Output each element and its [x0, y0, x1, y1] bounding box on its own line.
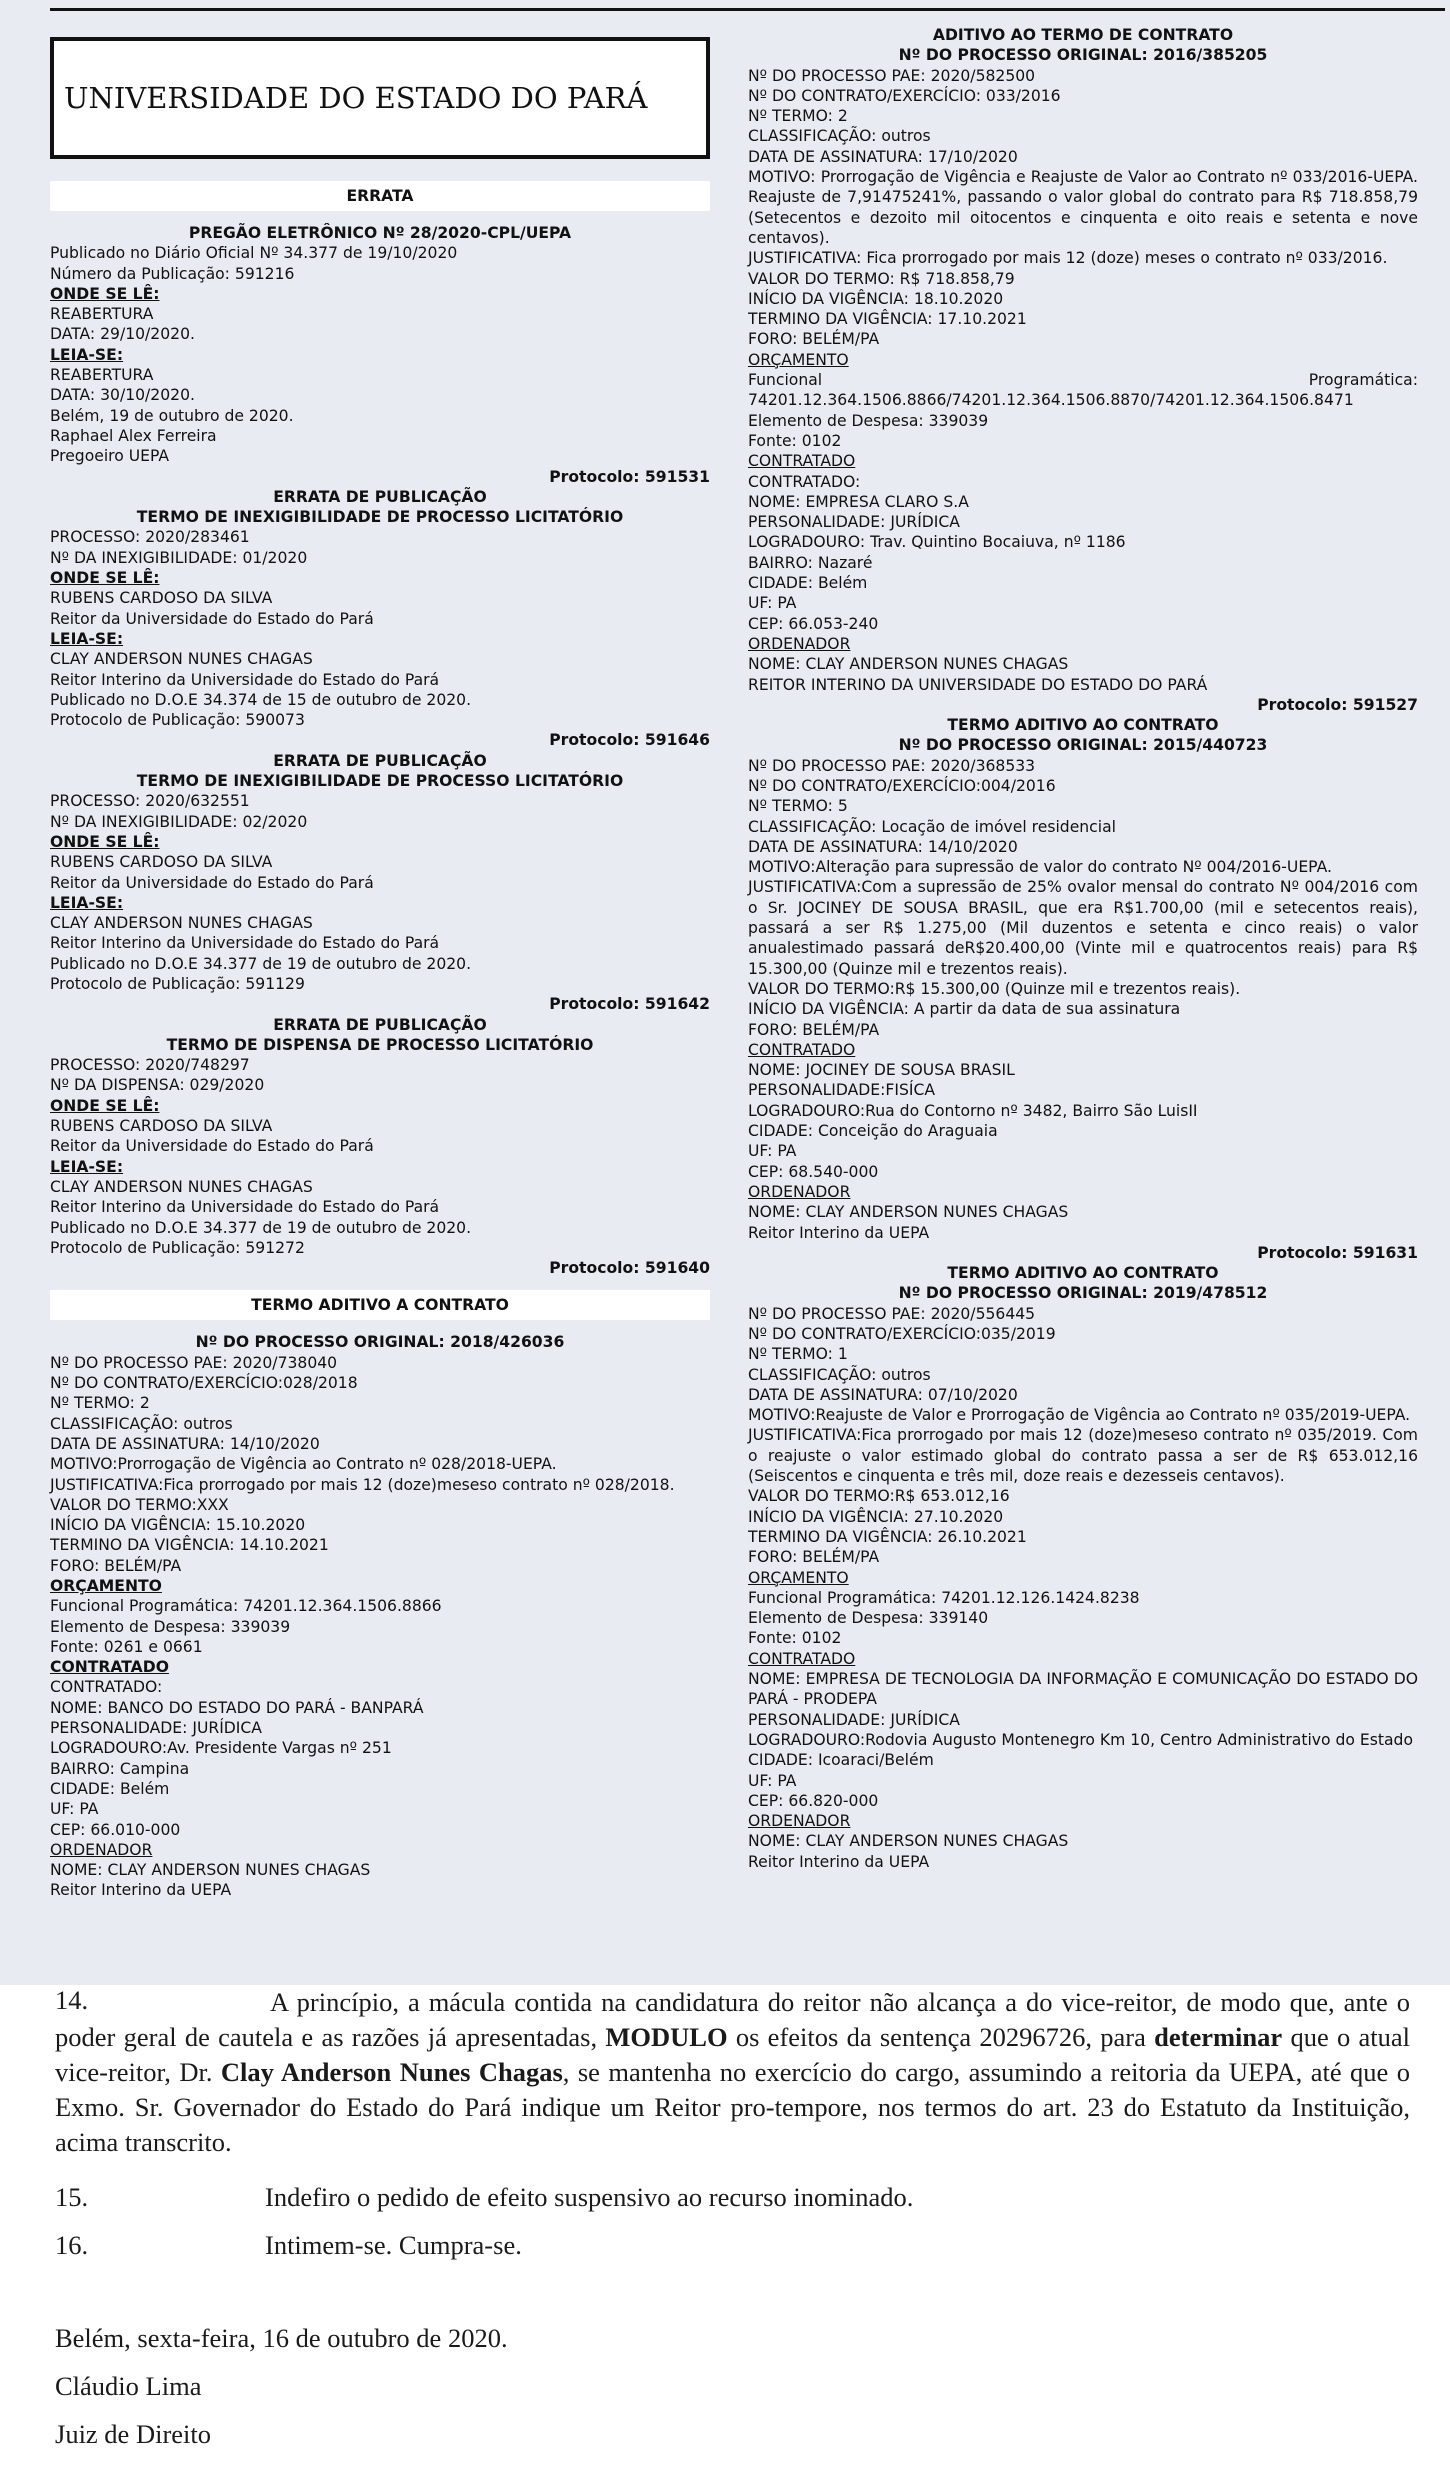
text-paragraph: NOME: EMPRESA DE TECNOLOGIA DA INFORMAÇÃO E COMUNICAÇÃO DO ESTADO DO PARÁ - PRODEPA	[748, 1670, 1418, 1709]
top-rule	[50, 8, 1445, 11]
text-line: CEP: 68.540-000	[748, 1162, 879, 1181]
field-label: LEIA-SE:	[50, 1157, 124, 1176]
text-line: Pregoeiro UEPA	[50, 447, 170, 466]
text-line: Fonte: 0102	[748, 1629, 842, 1648]
text-line: PROCESSO: 2020/632551	[50, 792, 250, 811]
text-line: Nº DO CONTRATO/EXERCÍCIO:004/2016	[748, 776, 1056, 795]
text-line: Elemento de Despesa: 339039	[748, 411, 989, 430]
text-line: Reitor Interino da Universidade do Estado do Pará	[50, 1198, 440, 1217]
text-line: PERSONALIDADE: JURÍDICA	[50, 1719, 262, 1738]
field-label: LEIA-SE:	[50, 345, 124, 364]
text-line: BAIRRO: Nazaré	[748, 553, 873, 572]
text-line: DATA: 30/10/2020.	[50, 386, 195, 405]
section-heading: ADITIVO AO TERMO DE CONTRATO	[932, 26, 1234, 44]
text-line: CIDADE: Belém	[748, 574, 868, 593]
section-heading: Nº DO PROCESSO ORIGINAL: 2019/478512	[898, 1284, 1268, 1303]
section-heading: TERMO DE DISPENSA DE PROCESSO LICITATÓRIO	[166, 1035, 594, 1054]
text-paragraph: JUSTIFICATIVA:Com a supressão de 25% ovalor mensal do contrato Nº 004/2016 com o Sr. JOCINEY DE SOUSA BRASIL, que era R$1.700,00 (mil e setecentos reais), passará a ser R$ 1.275,00 (Mil duzentos e setenta e cinco reais) o valor anualestimado passará deR$20.400,00 (Vinte mil e quatrocentos reais) para R$ 15.300,00 (Quinze mil e trezentos reais).	[748, 878, 1418, 978]
field-label: ORDENADOR	[748, 1182, 851, 1201]
protocol-number: Protocolo: 591642	[549, 995, 710, 1014]
spacer	[50, 1324, 710, 1332]
text-line: Nº DO CONTRATO/EXERCÍCIO:028/2018	[50, 1374, 358, 1393]
text-line: VALOR DO TERMO:R$ 653.012,16	[748, 1487, 1010, 1506]
text-line: LOGRADOURO: Trav. Quintino Bocaiuva, nº 1186	[748, 533, 1126, 552]
text-line: Nº DO PROCESSO PAE: 2020/368533	[748, 756, 1036, 775]
field-label: ORDENADOR	[748, 634, 851, 653]
text-line: Funcional Programática: 74201.12.126.1424.8238	[748, 1588, 1140, 1607]
text-paragraph: MOTIVO: Prorrogação de Vigência e Reajuste de Valor ao Contrato nº 033/2016-UEPA. Reajuste de 7,91475241%, passando o valor global do contrato para R$ 718.858,79 (Setecentos e dezoito mil oitocentos e cinquenta e oito reais e setenta e nove centavos).	[748, 168, 1418, 247]
text-line: DATA DE ASSINATURA: 17/10/2020	[748, 147, 1018, 166]
field-label: ORDENADOR	[748, 1812, 851, 1831]
text-line: INÍCIO DA VIGÊNCIA: 27.10.2020	[748, 1507, 1004, 1526]
field-label: LEIA-SE:	[50, 893, 124, 912]
field-label: ORDENADOR	[50, 1840, 153, 1859]
text-line: CLASSIFICAÇÃO: outros	[748, 127, 931, 146]
text-line: Reitor da Universidade do Estado do Pará	[50, 1137, 374, 1156]
section-heading: TERMO DE INEXIGIBILIDADE DE PROCESSO LICITATÓRIO	[136, 772, 624, 791]
text-line: Reitor Interino da UEPA	[50, 1881, 232, 1900]
text-line: UF: PA	[748, 1771, 797, 1790]
section-heading: TERMO ADITIVO AO CONTRATO	[947, 1264, 1219, 1283]
section-heading: ERRATA DE PUBLICAÇÃO	[273, 487, 487, 506]
text-line: UF: PA	[748, 1142, 797, 1161]
text-line: Nº DO CONTRATO/EXERCÍCIO:035/2019	[748, 1325, 1056, 1343]
university-title-box: UNIVERSIDADE DO ESTADO DO PARÁ	[50, 37, 710, 159]
text-line: DATA DE ASSINATURA: 14/10/2020	[748, 837, 1018, 856]
text-line: Elemento de Despesa: 339039	[50, 1617, 291, 1636]
text-line: Nº DA INEXIGIBILIDADE: 02/2020	[50, 812, 308, 831]
text-line: CEP: 66.010-000	[50, 1820, 181, 1839]
text-line: Nº TERMO: 5	[748, 797, 848, 816]
text-line: PERSONALIDADE: JURÍDICA	[748, 1710, 960, 1729]
text-line: CLAY ANDERSON NUNES CHAGAS	[50, 914, 313, 933]
text-line: CLASSIFICAÇÃO: outros	[50, 1414, 233, 1433]
text-line: FORO: BELÉM/PA	[748, 1548, 880, 1567]
text-line: PROCESSO: 2020/283461	[50, 528, 250, 547]
text-line: DATA DE ASSINATURA: 07/10/2020	[748, 1385, 1018, 1404]
section-banner: ERRATA	[50, 181, 710, 211]
right-column	[748, 25, 1418, 1872]
text-line: BAIRRO: Campina	[50, 1759, 190, 1778]
text-line: Nº DA DISPENSA: 029/2020	[50, 1076, 265, 1095]
text-line: NOME: CLAY ANDERSON NUNES CHAGAS	[748, 1203, 1069, 1222]
text-line: DATA: 29/10/2020.	[50, 325, 195, 344]
text-paragraph: LOGRADOURO:Rodovia Augusto Montenegro Km 10, Centro Administrativo do Estado	[748, 1730, 1413, 1749]
section-heading: ERRATA DE PUBLICAÇÃO	[273, 1015, 487, 1034]
text-line: CEP: 66.053-240	[748, 614, 879, 633]
text-line: MOTIVO:Alteração para supressão de valor do contrato Nº 004/2016-UEPA.	[748, 858, 1332, 877]
text-line: TERMINO DA VIGÊNCIA: 17.10.2021	[748, 310, 1027, 329]
text-line: Reitor da Universidade do Estado do Pará	[50, 873, 374, 892]
text-line: TERMINO DA VIGÊNCIA: 26.10.2021	[748, 1527, 1027, 1546]
text-line: Reitor Interino da Universidade do Estado do Pará	[50, 670, 440, 689]
text-line: PERSONALIDADE: JURÍDICA	[748, 513, 960, 532]
text-line: NOME: JOCINEY DE SOUSA BRASIL	[748, 1061, 1015, 1080]
spacer	[50, 1278, 710, 1286]
section-banner: TERMO ADITIVO A CONTRATO	[50, 1290, 710, 1320]
text-line: CLAY ANDERSON NUNES CHAGAS	[50, 1177, 313, 1196]
section-heading: TERMO DE INEXIGIBILIDADE DE PROCESSO LICITATÓRIO	[136, 508, 624, 527]
text-line: Nº DO PROCESSO PAE: 2020/556445	[748, 1304, 1036, 1323]
text-line: Nº DO CONTRATO/EXERCÍCIO: 033/2016	[748, 86, 1061, 105]
text-line: Fonte: 0261 e 0661	[50, 1637, 203, 1656]
text-line: DATA DE ASSINATURA: 14/10/2020	[50, 1434, 320, 1453]
text-line: RUBENS CARDOSO DA SILVA	[50, 1117, 273, 1136]
text-line: NOME: CLAY ANDERSON NUNES CHAGAS	[50, 1861, 371, 1880]
protocol-number: Protocolo: 591531	[549, 467, 710, 486]
field-label: CONTRATADO	[50, 1658, 169, 1677]
text-line: VALOR DO TERMO: R$ 718.858,79	[748, 269, 1015, 288]
text-line: UF: PA	[50, 1800, 99, 1819]
field-label: ORÇAMENTO	[748, 350, 849, 369]
text-line: CLASSIFICAÇÃO: outros	[748, 1365, 931, 1384]
text-line: CONTRATADO:	[748, 472, 861, 491]
judge-role: Juiz de Direito	[55, 2419, 212, 2449]
item-15-text: Indefiro o pedido de efeito suspensivo ao recurso inominado.	[265, 2182, 914, 2212]
section-heading: PREGÃO ELETRÔNICO Nº 28/2020-CPL/UEPA	[188, 224, 572, 242]
field-label: ONDE SE LÊ:	[50, 832, 160, 851]
text-line: CONTRATADO:	[50, 1678, 163, 1697]
item-14-text: A princípio, a mácula contida na candidatura do reitor não alcança a do vice-reitor, de modo que, ante o poder geral de cautela e as razões já apresentadas, MODULO os efeitos da sentença 20296726, para determinar que o atual vice-reitor, Dr. Clay Anderson Nunes Chagas, se mantenha no exercício do cargo, assumindo a reitoria da UEPA, até que o Exmo. Sr. Governador do Estado do Pará indique um Reitor pro-tempore, nos termos do art. 23 do Estatuto da Instituição, acima transcrito.	[55, 1987, 1410, 2157]
text-line: INÍCIO DA VIGÊNCIA: 18.10.2020	[748, 289, 1004, 308]
text-line: INÍCIO DA VIGÊNCIA: A partir da data de sua assinatura	[748, 1000, 1181, 1019]
text-line: UF: PA	[748, 594, 797, 613]
decision-date: Belém, sexta-feira, 16 de outubro de 2020.	[55, 2323, 508, 2353]
field-label: CONTRATADO	[748, 1040, 856, 1059]
protocol-number: Protocolo: 591646	[549, 731, 710, 750]
text-paragraph: JUSTIFICATIVA: Fica prorrogado por mais 12 (doze) meses o contrato nº 033/2016.	[748, 249, 1388, 268]
text-line: REABERTURA	[50, 366, 154, 385]
text-line: REITOR INTERINO DA UNIVERSIDADE DO ESTADO DO PARÁ	[748, 675, 1208, 694]
text-line: Publicado no D.O.E 34.377 de 19 de outubro de 2020.	[50, 954, 472, 973]
text-line: Nº TERMO: 2	[50, 1394, 150, 1413]
text-line: Elemento de Despesa: 339140	[748, 1609, 989, 1628]
section-heading: Nº DO PROCESSO ORIGINAL: 2018/426036	[195, 1333, 565, 1352]
text-line: Protocolo de Publicação: 591272	[50, 1238, 305, 1257]
text-line: VALOR DO TERMO:XXX	[50, 1495, 229, 1514]
text-line: FORO: BELÉM/PA	[748, 1020, 880, 1039]
text-line: CIDADE: Icoaraci/Belém	[748, 1751, 934, 1770]
text-line: LOGRADOURO:Rua do Contorno nº 3482, Bairro São LuisII	[748, 1101, 1198, 1120]
text-line: PERSONALIDADE:FISÍCA	[748, 1081, 936, 1100]
field-label: LEIA-SE:	[50, 629, 124, 648]
section-heading: Nº DO PROCESSO ORIGINAL: 2015/440723	[898, 736, 1268, 755]
text-line: Reitor Interino da Universidade do Estado do Pará	[50, 934, 440, 953]
text-line: CIDADE: Conceição do Araguaia	[748, 1122, 998, 1141]
field-label: ONDE SE LÊ:	[50, 569, 160, 588]
item-15-number: 15.	[55, 2182, 89, 2212]
section-heading: ERRATA DE PUBLICAÇÃO	[273, 751, 487, 770]
text-line: CEP: 66.820-000	[748, 1791, 879, 1810]
field-label: CONTRATADO	[748, 452, 856, 471]
text-line: Nº DA INEXIGIBILIDADE: 01/2020	[50, 548, 308, 567]
text-line: LOGRADOURO:Av. Presidente Vargas nº 251	[50, 1739, 392, 1758]
text-line: Protocolo de Publicação: 590073	[50, 711, 305, 730]
text-line: Belém, 19 de outubro de 2020.	[50, 406, 294, 425]
text-paragraph: JUSTIFICATIVA:Fica prorrogado por mais 12 (doze)meseso contrato nº 035/2019. Com o reajuste o valor estimado global do contrato passa a ser de R$ 653.012,16 (Seiscentos e cinquenta e três mil, doze reais e dezesseis centavos).	[748, 1426, 1418, 1486]
left-column	[50, 25, 710, 1901]
section-heading: Nº DO PROCESSO ORIGINAL: 2016/385205	[898, 46, 1268, 65]
text-line: Raphael Alex Ferreira	[50, 426, 217, 445]
text-line: REABERTURA	[50, 305, 154, 324]
text-line: TERMINO DA VIGÊNCIA: 14.10.2021	[50, 1536, 329, 1555]
text-line: PROCESSO: 2020/748297	[50, 1056, 250, 1075]
court-decision	[0, 1985, 1450, 2479]
item-16-text: Intimem-se. Cumpra-se.	[265, 2230, 522, 2260]
text-line: Reitor Interino da UEPA	[748, 1852, 930, 1871]
text-line: Nº TERMO: 2	[748, 107, 848, 126]
text-line: CLASSIFICAÇÃO: Locação de imóvel residencial	[748, 817, 1116, 836]
text-line: RUBENS CARDOSO DA SILVA	[50, 853, 273, 872]
field-label: ONDE SE LÊ:	[50, 1096, 160, 1115]
text-line: Nº DO PROCESSO PAE: 2020/738040	[50, 1353, 338, 1372]
text-paragraph: MOTIVO:Reajuste de Valor e Prorrogação de Vigência ao Contrato nº 035/2019-UEPA.	[748, 1406, 1411, 1425]
text-line: NOME: EMPRESA CLARO S.A	[748, 492, 969, 511]
spacer	[50, 215, 710, 223]
item-16-number: 16.	[55, 2230, 89, 2260]
text-line: Publicado no Diário Oficial Nº 34.377 de 19/10/2020	[50, 244, 458, 263]
text-line: FORO: BELÉM/PA	[50, 1556, 182, 1575]
text-line: CLAY ANDERSON NUNES CHAGAS	[50, 650, 313, 669]
text-paragraph: JUSTIFICATIVA:Fica prorrogado por mais 12 (doze)meseso contrato nº 028/2018.	[50, 1475, 675, 1494]
text-line: Reitor Interino da UEPA	[748, 1223, 930, 1242]
text-line: NOME: CLAY ANDERSON NUNES CHAGAS	[748, 655, 1069, 674]
text-line: Publicado no D.O.E 34.377 de 19 de outubro de 2020.	[50, 1218, 472, 1237]
text-line: MOTIVO:Prorrogação de Vigência ao Contrato nº 028/2018-UEPA.	[50, 1455, 557, 1474]
text-line: Nº TERMO: 1	[748, 1345, 848, 1364]
text-line: Protocolo de Publicação: 591129	[50, 974, 305, 993]
field-label: ORÇAMENTO	[748, 1568, 849, 1587]
protocol-number: Protocolo: 591527	[1257, 695, 1418, 714]
text-line: Publicado no D.O.E 34.374 de 15 de outubro de 2020.	[50, 690, 472, 709]
text-line: CIDADE: Belém	[50, 1779, 170, 1798]
protocol-number: Protocolo: 591640	[549, 1259, 710, 1278]
text-paragraph: Funcional Programática: 74201.12.364.1506.8866/74201.12.364.1506.8870/74201.12.364.1506.8471	[748, 371, 1418, 410]
text-line: INÍCIO DA VIGÊNCIA: 15.10.2020	[50, 1516, 306, 1535]
text-line: Funcional Programática: 74201.12.364.1506.8866	[50, 1597, 442, 1616]
text-line: VALOR DO TERMO:R$ 15.300,00 (Quinze mil e trezentos reais).	[748, 979, 1241, 998]
text-line: Nº DO PROCESSO PAE: 2020/582500	[748, 66, 1036, 85]
field-label: CONTRATADO	[748, 1649, 856, 1668]
judge-name: Cláudio Lima	[55, 2371, 202, 2401]
text-line: NOME: CLAY ANDERSON NUNES CHAGAS	[748, 1832, 1069, 1851]
text-line: NOME: BANCO DO ESTADO DO PARÁ - BANPARÁ	[50, 1698, 424, 1717]
field-label: ORÇAMENTO	[50, 1577, 162, 1595]
protocol-number: Protocolo: 591631	[1257, 1243, 1418, 1262]
text-line: Número da Publicação: 591216	[50, 264, 295, 283]
text-line: FORO: BELÉM/PA	[748, 330, 880, 349]
text-line: Fonte: 0102	[748, 431, 842, 450]
section-heading: TERMO ADITIVO AO CONTRATO	[947, 716, 1219, 735]
item-14-number: 14.	[55, 1985, 89, 2015]
text-line: RUBENS CARDOSO DA SILVA	[50, 589, 273, 608]
text-line: Reitor da Universidade do Estado do Pará	[50, 609, 374, 628]
field-label: ONDE SE LÊ:	[50, 284, 160, 303]
